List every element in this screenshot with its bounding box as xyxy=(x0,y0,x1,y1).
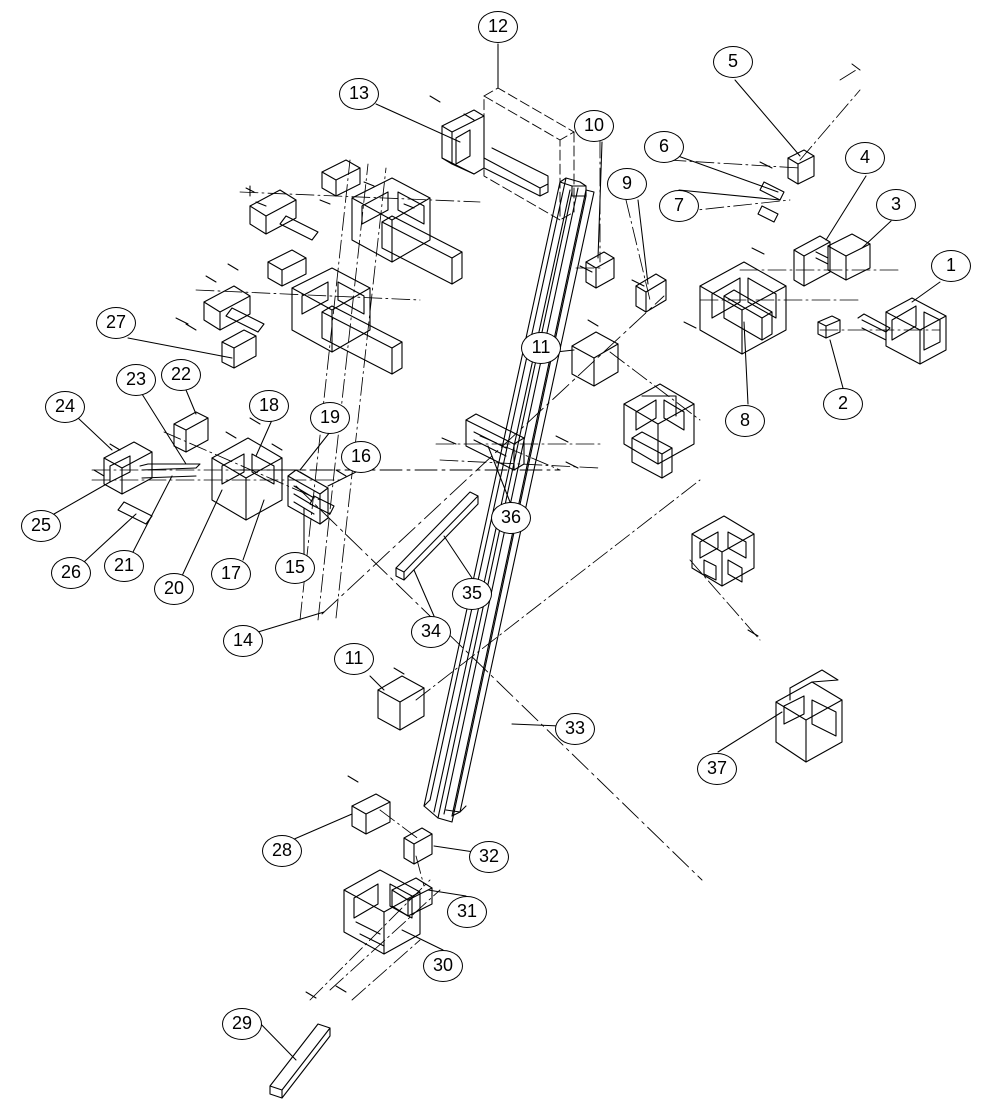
balloon-26[interactable]: 26 xyxy=(51,557,91,589)
balloon-22[interactable]: 22 xyxy=(161,359,201,391)
balloon-4[interactable]: 4 xyxy=(845,142,885,174)
balloon-16[interactable]: 16 xyxy=(341,441,381,473)
balloon-27[interactable]: 27 xyxy=(96,307,136,339)
balloon-28[interactable]: 28 xyxy=(262,835,302,867)
balloon-23[interactable]: 23 xyxy=(116,364,156,396)
balloon-6[interactable]: 6 xyxy=(644,131,684,163)
balloon-3[interactable]: 3 xyxy=(876,189,916,221)
balloon-35[interactable]: 35 xyxy=(452,578,492,610)
balloon-21[interactable]: 21 xyxy=(104,550,144,582)
balloon-11-lower[interactable]: 11 xyxy=(334,643,374,675)
balloon-25[interactable]: 25 xyxy=(21,510,61,542)
balloon-1[interactable]: 1 xyxy=(931,250,971,282)
balloon-34[interactable]: 34 xyxy=(411,616,451,648)
balloon-20[interactable]: 20 xyxy=(154,573,194,605)
balloon-12[interactable]: 12 xyxy=(478,11,518,43)
balloon-7[interactable]: 7 xyxy=(659,190,699,222)
balloon-33[interactable]: 33 xyxy=(555,713,595,745)
balloon-11[interactable]: 11 xyxy=(521,332,561,364)
balloon-31[interactable]: 31 xyxy=(447,896,487,928)
balloon-9[interactable]: 9 xyxy=(607,168,647,200)
balloon-13[interactable]: 13 xyxy=(339,78,379,110)
balloon-32[interactable]: 32 xyxy=(469,841,509,873)
balloon-18[interactable]: 18 xyxy=(249,390,289,422)
balloon-17[interactable]: 17 xyxy=(211,558,251,590)
balloon-36[interactable]: 36 xyxy=(491,502,531,534)
balloon-10[interactable]: 10 xyxy=(574,110,614,142)
balloon-30[interactable]: 30 xyxy=(423,950,463,982)
balloon-2[interactable]: 2 xyxy=(823,388,863,420)
balloon-5[interactable]: 5 xyxy=(713,46,753,78)
balloon-19[interactable]: 19 xyxy=(310,402,350,434)
balloon-8[interactable]: 8 xyxy=(725,405,765,437)
balloon-37[interactable]: 37 xyxy=(697,753,737,785)
balloon-15[interactable]: 15 xyxy=(275,552,315,584)
balloon-29[interactable]: 29 xyxy=(222,1008,262,1040)
balloon-24[interactable]: 24 xyxy=(45,391,85,423)
balloon-14[interactable]: 14 xyxy=(223,625,263,657)
